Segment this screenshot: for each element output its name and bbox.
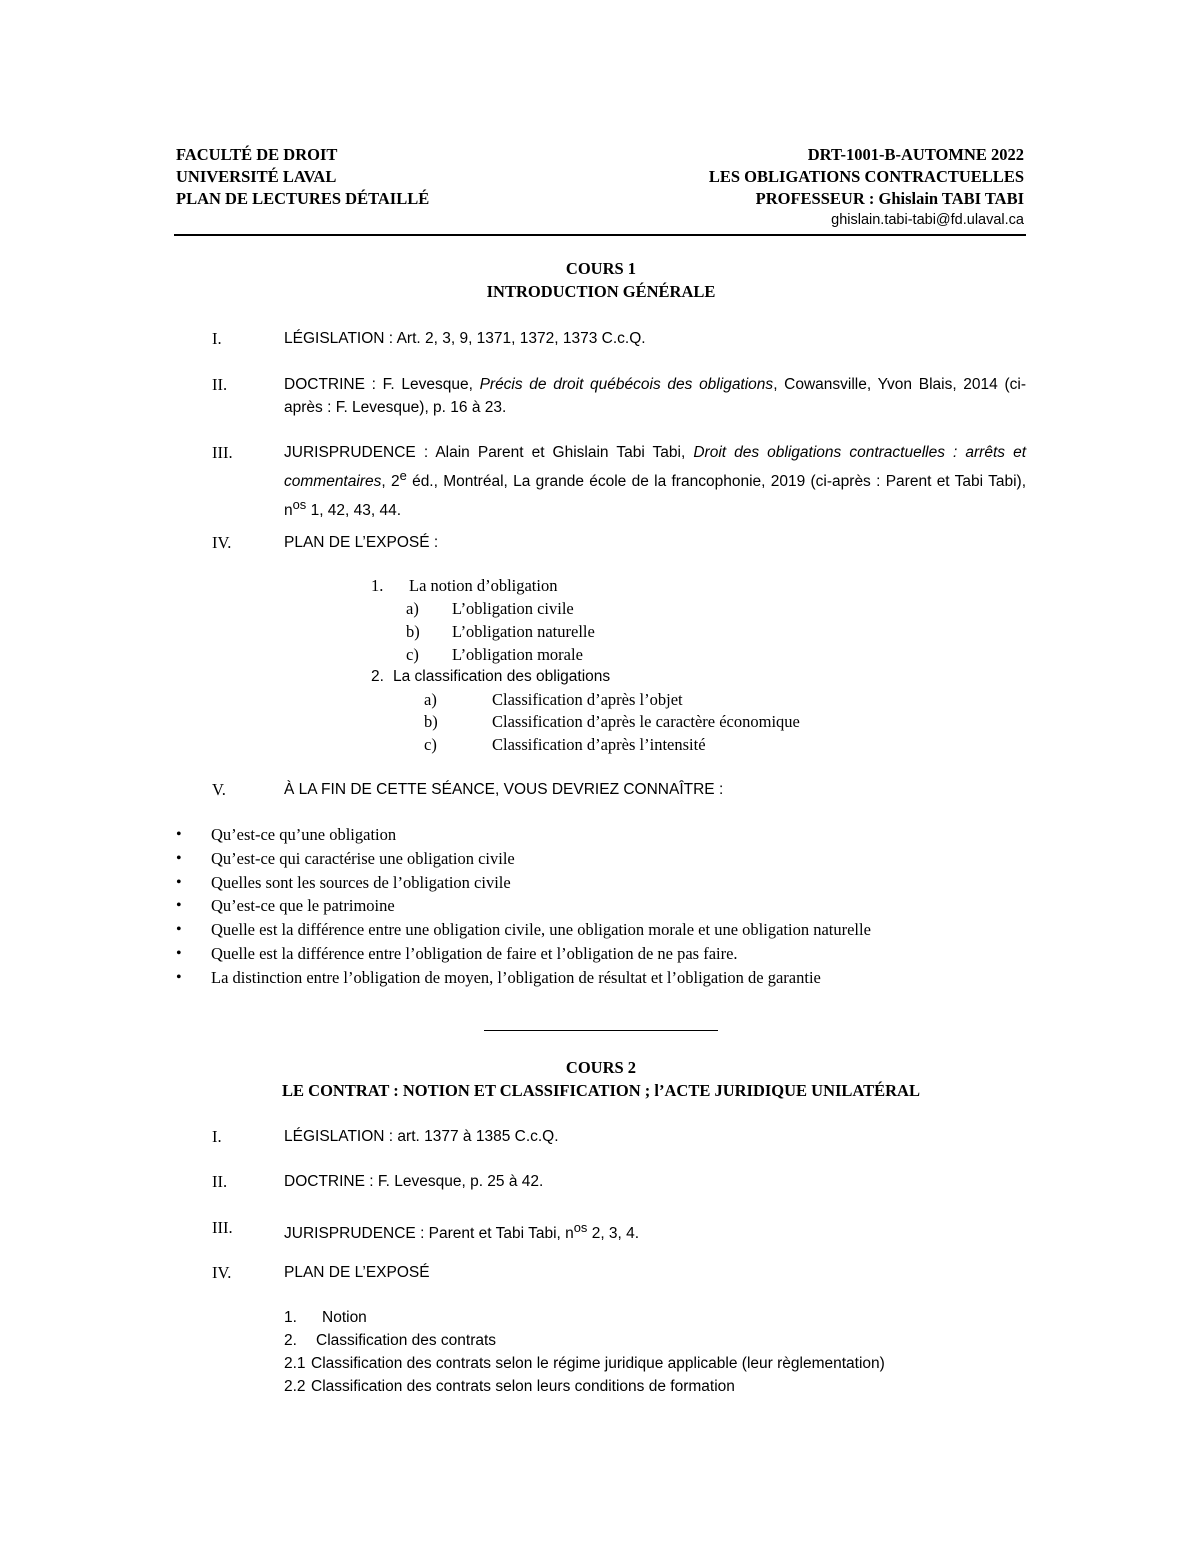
- section-text: : Parent et Tabi Tabi, n: [415, 1225, 574, 1243]
- section-number: IV.: [212, 1263, 232, 1282]
- outline-item: [371, 574, 557, 597]
- outline-item: [424, 733, 706, 756]
- outline-number: c): [406, 645, 419, 664]
- outline-number: 1.: [284, 1309, 297, 1326]
- outline-number: 1.: [371, 576, 384, 595]
- section-number: I.: [212, 329, 222, 348]
- header-divider: [174, 234, 1026, 236]
- outline-number: b): [406, 622, 420, 641]
- outline-text: La notion d’obligation: [409, 576, 558, 595]
- outline-number: a): [406, 599, 419, 618]
- outline-number: 2.: [371, 668, 384, 685]
- list-item: • Qu’est-ce qui caractérise une obligation civile: [176, 847, 1036, 871]
- outline-text: Classification des contrats: [316, 1332, 497, 1349]
- course2-subtitle: LE CONTRAT : NOTION ET CLASSIFICATION ; l’ACTE JURIDIQUE UNILATÉRAL: [282, 1081, 920, 1100]
- outline-number: 2.: [284, 1332, 297, 1349]
- section-label: À LA FIN DE CETTE SÉANCE, VOUS DEVRIEZ CONNAÎTRE :: [284, 781, 724, 798]
- outline-text: Classification des contrats selon le régime juridique applicable (leur règlementation): [311, 1355, 885, 1372]
- outline-item: [424, 710, 800, 733]
- outline-item: [284, 1306, 367, 1329]
- section-number: I.: [212, 1127, 222, 1146]
- university-name: UNIVERSITÉ LAVAL: [176, 167, 337, 186]
- section-label: JURISPRUDENCE: [284, 1225, 416, 1243]
- outline-text: Classification des contrats selon leurs conditions de formation: [311, 1378, 735, 1395]
- section-label: JURISPRUDENCE: [284, 444, 416, 461]
- section-text: : Alain Parent et Ghislain Tabi Tabi,: [415, 444, 694, 461]
- section-label: LÉGISLATION: [284, 1128, 385, 1145]
- outline-text: Classification d’après l’objet: [492, 690, 683, 709]
- outline-item: [371, 665, 610, 688]
- section-text: , 2: [381, 473, 400, 491]
- outline-number: c): [424, 735, 437, 754]
- outline-text: L’obligation naturelle: [452, 622, 595, 641]
- course-separator: [484, 1030, 718, 1031]
- section-text: 2, 3, 4.: [587, 1225, 640, 1243]
- outline-text: L’obligation morale: [452, 645, 583, 664]
- section-label: PLAN DE L’EXPOSÉ: [284, 1264, 430, 1281]
- outline-item: [406, 643, 583, 666]
- professor-email[interactable]: ghislain.tabi-tabi@fd.ulaval.ca: [831, 212, 1024, 228]
- objectives-list: [176, 823, 1036, 990]
- list-item: • Quelle est la différence entre l’obligation de faire et l’obligation de ne pas faire.: [176, 942, 1036, 966]
- outline-item: [284, 1329, 496, 1352]
- section-label: DOCTRINE: [284, 376, 365, 393]
- professor-name: PROFESSEUR : Ghislain TABI TABI: [755, 189, 1024, 208]
- outline-item: [406, 597, 574, 620]
- section-number: IV.: [212, 533, 232, 552]
- list-item: • La distinction entre l’obligation de moyen, l’obligation de résultat et l’obligation de garantie: [176, 966, 1036, 990]
- section-label: DOCTRINE: [284, 1173, 365, 1190]
- outline-number: a): [424, 690, 437, 709]
- outline-number: 2.1: [284, 1355, 306, 1372]
- header-right: [709, 144, 1024, 210]
- section-number: II.: [212, 1172, 228, 1191]
- book-title: Précis de droit québécois des obligations: [479, 376, 774, 393]
- outline-item: [284, 1375, 735, 1398]
- section-number: III.: [212, 443, 233, 462]
- header-left: [176, 144, 429, 210]
- outline-text: Classification d’après le caractère économique: [492, 712, 800, 731]
- document-type: PLAN DE LECTURES DÉTAILLÉ: [176, 189, 430, 208]
- list-item: • Quelles sont les sources de l’obligation civile: [176, 871, 1036, 895]
- course1-heading: [176, 257, 1026, 303]
- section-text: : F. Levesque, p. 25 à 42.: [364, 1173, 544, 1190]
- section-number: II.: [212, 375, 228, 394]
- course2-heading: [176, 1056, 1026, 1102]
- course-name: LES OBLIGATIONS CONTRACTUELLES: [708, 167, 1024, 186]
- superscript: os: [573, 1220, 588, 1235]
- outline-item: [406, 620, 595, 643]
- course2-title: COURS 2: [565, 1058, 637, 1077]
- book-title: Droit des obligations contractuelles : arrêts et commentaires: [284, 444, 1026, 491]
- section-text: 1, 42, 43, 44.: [306, 502, 402, 520]
- section-number: III.: [212, 1218, 233, 1237]
- superscript: os: [292, 497, 307, 513]
- section-label: LÉGISLATION: [284, 330, 385, 347]
- section-text: : Art. 2, 3, 9, 1371, 1372, 1373 C.c.Q.: [384, 330, 646, 347]
- section-text: , Cowansville, Yvon Blais, 2014 (ci-après : F. Levesque), p. 16 à 23.: [284, 376, 1026, 416]
- outline-text: La classification des obligations: [393, 668, 611, 685]
- outline-item: [284, 1352, 885, 1375]
- outline-number: 2.2: [284, 1378, 306, 1395]
- outline-text: Notion: [322, 1309, 367, 1326]
- course1-title: COURS 1: [565, 259, 637, 278]
- section-text: : F. Levesque,: [364, 376, 480, 393]
- section-text: : art. 1377 à 1385 C.c.Q.: [384, 1128, 559, 1145]
- section-label: PLAN DE L’EXPOSÉ :: [284, 534, 439, 551]
- superscript: e: [399, 468, 407, 483]
- course1-subtitle: INTRODUCTION GÉNÉRALE: [486, 282, 716, 301]
- section-text: éd., Montréal, La grande école de la francophonie, 2019 (ci-après : Parent et Tabi Tabi), n: [284, 473, 1026, 520]
- outline-number: b): [424, 712, 438, 731]
- list-item: • Qu’est-ce qu’une obligation: [176, 823, 1036, 847]
- list-item: • Qu’est-ce que le patrimoine: [176, 894, 1036, 918]
- section-number: V.: [212, 780, 226, 799]
- list-item: • Quelle est la différence entre une obligation civile, une obligation morale et une obligation naturelle: [176, 918, 1036, 942]
- outline-item: [424, 688, 683, 711]
- faculty-name: FACULTÉ DE DROIT: [176, 145, 338, 164]
- outline-text: L’obligation civile: [452, 599, 574, 618]
- course-code: DRT-1001-B-AUTOMNE 2022: [807, 145, 1024, 164]
- outline-text: Classification d’après l’intensité: [492, 735, 706, 754]
